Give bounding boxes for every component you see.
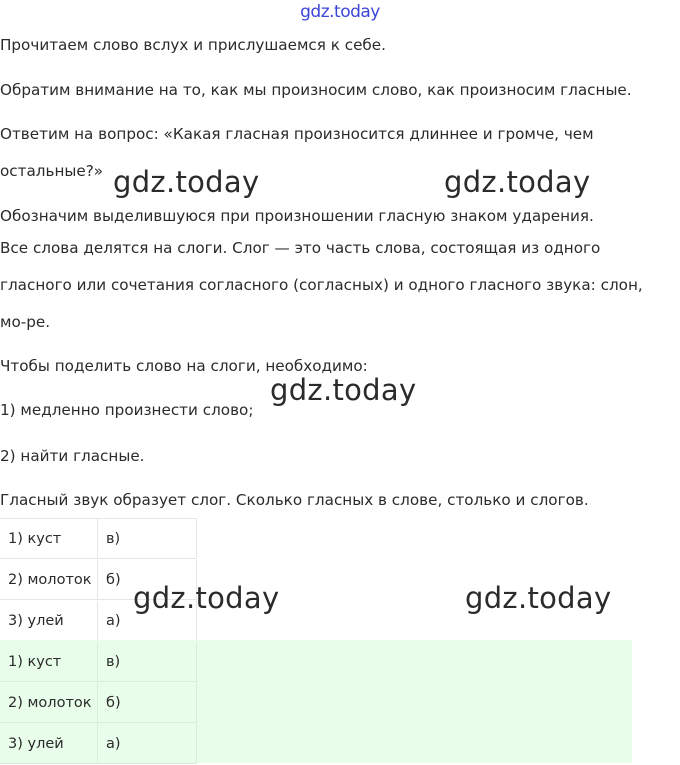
paragraph-syllables-line1: Все слова делятся на слоги. Слог — это часть слова, состоящая из одного xyxy=(0,239,601,257)
paragraph-step-1: 1) медленно произнести слово; xyxy=(0,401,254,419)
paragraph-read-aloud: Прочитаем слово вслух и прислушаемся к себе. xyxy=(0,36,386,54)
table-cell-word: 1) куст xyxy=(0,642,98,682)
watermark: gdz.today xyxy=(133,581,280,615)
paragraph-vowel-rule: Гласный звук образует слог. Сколько гласных в слове, столько и слогов. xyxy=(0,491,589,509)
table-cell-word: 1) куст xyxy=(0,519,98,559)
table-row xyxy=(0,519,197,560)
paragraph-question-line2: остальные?» xyxy=(0,162,104,180)
paragraph-stress-mark: Обозначим выделившуюся при произношении гласную знаком ударения. xyxy=(0,207,594,225)
table-row xyxy=(0,724,197,765)
table-cell-word: 2) молоток xyxy=(0,683,98,723)
paragraph-how-to-divide: Чтобы поделить слово на слоги, необходимо: xyxy=(0,357,368,375)
watermark: gdz.today xyxy=(444,165,591,199)
paragraph-step-2: 2) найти гласные. xyxy=(0,447,145,465)
table-row xyxy=(0,683,197,724)
table-cell-answer: в) xyxy=(98,519,197,559)
table-cell-answer: б) xyxy=(98,560,197,600)
table-cell-answer: а) xyxy=(98,601,197,641)
table-cell-answer: б) xyxy=(98,683,197,723)
table-cell-word: 3) улей xyxy=(0,724,98,764)
paragraph-question-line1: Ответим на вопрос: «Какая гласная произносится длиннее и громче, чем xyxy=(0,125,594,143)
watermark: gdz.today xyxy=(465,581,612,615)
table-cell-word: 3) улей xyxy=(0,601,98,641)
table-cell-word: 2) молоток xyxy=(0,560,98,600)
paragraph-attention: Обратим внимание на то, как мы произносим слово, как произносим гласные. xyxy=(0,81,632,99)
table-row xyxy=(0,642,197,683)
watermark: gdz.today xyxy=(113,165,260,199)
table-cell-answer: а) xyxy=(98,724,197,764)
paragraph-syllables-line2: гласного или сочетания согласного (согласных) и одного гласного звука: слон, xyxy=(0,276,643,294)
paragraph-syllables-line3: мо-ре. xyxy=(0,313,51,331)
watermark: gdz.today xyxy=(270,373,417,407)
table-cell-answer: в) xyxy=(98,642,197,682)
site-logo[interactable]: gdz.today xyxy=(300,2,380,22)
